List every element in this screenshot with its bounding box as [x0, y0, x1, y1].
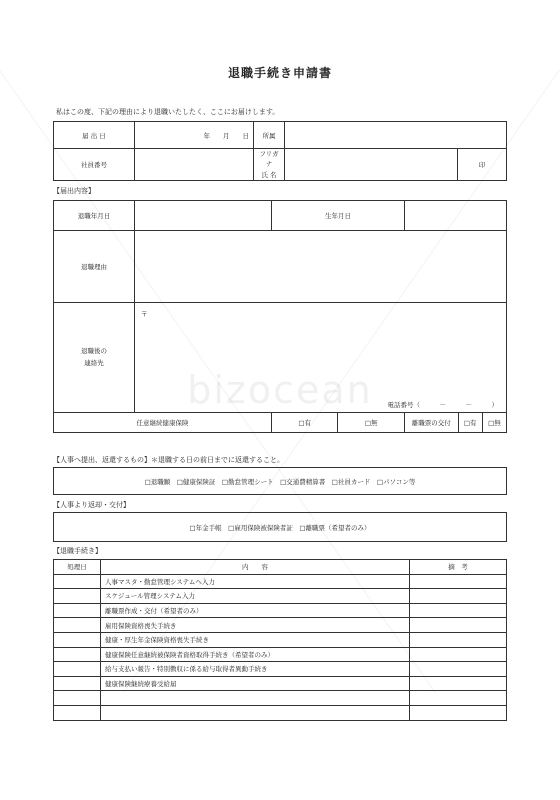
- name-field[interactable]: [285, 149, 458, 181]
- content-cell[interactable]: [101, 691, 410, 706]
- employee-no-field[interactable]: [135, 149, 254, 181]
- content-cell: スケジュール管理システム入力: [101, 589, 410, 604]
- table-row: [54, 705, 507, 720]
- dept-label: 所属: [254, 122, 285, 149]
- table-row: [54, 618, 507, 633]
- reason-label: 退職理由: [54, 231, 135, 303]
- content-cell: 給与支払い報告・特別徴収に係る給与取得者異動手続き: [101, 662, 410, 677]
- content-cell: 健康保険継続療養受給届: [101, 676, 410, 691]
- seal-label: 印: [458, 149, 507, 181]
- date-cell[interactable]: [54, 705, 101, 720]
- note-cell[interactable]: [410, 705, 507, 720]
- table-row: [54, 632, 507, 647]
- date-cell[interactable]: [54, 691, 101, 706]
- birth-date-field[interactable]: [404, 201, 506, 231]
- date-cell[interactable]: [54, 676, 101, 691]
- notice-table: [53, 200, 507, 433]
- contact-field[interactable]: [135, 303, 507, 413]
- table-row: [54, 574, 507, 589]
- insurance-label: 任意継続健康保険: [54, 413, 272, 433]
- content-cell: 離職票作成・交付（希望者のみ）: [101, 603, 410, 618]
- phone-label: 電話番号（ － － ）: [387, 401, 498, 409]
- content-cell: 健康保険任意継続被保険者資格取得手続き（希望者のみ）: [101, 647, 410, 662]
- birth-date-label: 生年月日: [272, 201, 405, 231]
- date-cell[interactable]: [54, 647, 101, 662]
- retire-date-field[interactable]: [135, 201, 272, 231]
- cert-label: 離職票の交付: [404, 413, 458, 433]
- note-cell[interactable]: [410, 691, 507, 706]
- col-content-header: 内 容: [101, 560, 410, 575]
- col-date-header: 処理日: [54, 560, 101, 575]
- insurance-yes[interactable]: □有: [272, 413, 338, 433]
- note-cell[interactable]: [410, 676, 507, 691]
- submit-items[interactable]: □退職願 □健康保険証 □勤怠管理シート □交通費精算書 □社員カード □パソコン等: [53, 467, 507, 495]
- name-label-cell: [254, 149, 285, 181]
- submit-section-label: 【人事へ提出、返還するもの】＊退職する日の前日までに返還すること。: [53, 456, 284, 464]
- returned-section-label: 【人事より返却・交付】: [53, 501, 130, 509]
- date-label: 届 出 日: [54, 122, 135, 149]
- date-cell[interactable]: [54, 603, 101, 618]
- note-cell[interactable]: [410, 589, 507, 604]
- name-label: 氏 名: [261, 170, 277, 179]
- employee-no-label: 社員番号: [54, 149, 135, 181]
- notice-section-label: 【届出内容】: [53, 187, 95, 195]
- date-cell[interactable]: [54, 662, 101, 677]
- cert-no[interactable]: □無: [482, 413, 506, 433]
- date-units[interactable]: 年 月 日: [135, 122, 254, 149]
- insurance-no[interactable]: □無: [338, 413, 404, 433]
- contact-label: 退職後の 連絡先: [54, 303, 135, 413]
- note-cell[interactable]: [410, 574, 507, 589]
- date-cell[interactable]: [54, 632, 101, 647]
- reason-field[interactable]: [135, 231, 507, 303]
- content-cell: 健康・厚生年金保険資格喪失手続き: [101, 632, 410, 647]
- table-row: [54, 647, 507, 662]
- note-cell[interactable]: [410, 662, 507, 677]
- intro-text: 私はこの度、下記の理由により退職いたしたく、ここにお届けします。: [56, 108, 280, 116]
- date-cell[interactable]: [54, 589, 101, 604]
- watermark-text: bizocean: [187, 368, 373, 412]
- note-cell[interactable]: [410, 618, 507, 633]
- note-cell[interactable]: [410, 603, 507, 618]
- table-row: [54, 662, 507, 677]
- procedures-table: [53, 559, 507, 721]
- date-cell[interactable]: [54, 618, 101, 633]
- procedures-section-label: 【退職手続き】: [53, 547, 102, 555]
- note-cell[interactable]: [410, 632, 507, 647]
- content-cell[interactable]: [101, 705, 410, 720]
- table-row: [54, 603, 507, 618]
- page-title: 退職手続き申請書: [227, 66, 332, 80]
- table-row: [54, 589, 507, 604]
- returned-items[interactable]: □年金手帳 □雇用保険被保険者証 □離職票（希望者のみ）: [53, 512, 507, 542]
- table-row: [54, 691, 507, 706]
- postal-mark: 〒: [141, 310, 148, 318]
- content-cell: 人事マスタ・勤怠管理システムへ入力: [101, 574, 410, 589]
- date-cell[interactable]: [54, 574, 101, 589]
- retire-date-label: 退職年月日: [54, 201, 135, 231]
- note-cell[interactable]: [410, 647, 507, 662]
- col-note-header: 摘 考: [410, 560, 507, 575]
- cert-yes[interactable]: □有: [458, 413, 482, 433]
- dept-field[interactable]: [285, 122, 507, 149]
- table-row: [54, 676, 507, 691]
- furigana-label: フリガナ: [259, 150, 279, 169]
- applicant-table: [53, 121, 507, 181]
- content-cell: 雇用保険資格喪失手続き: [101, 618, 410, 633]
